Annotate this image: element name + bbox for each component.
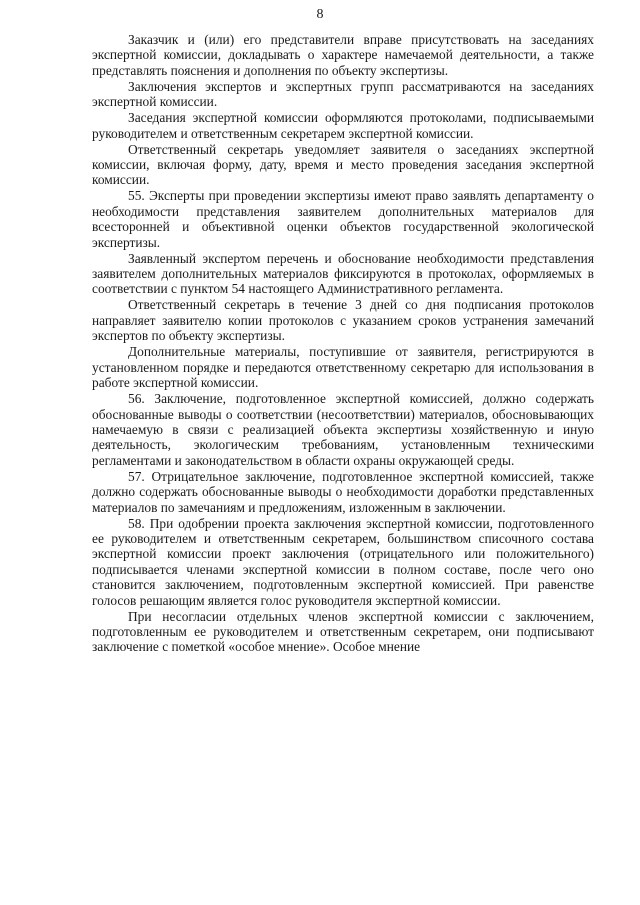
paragraph-secretary-notification: Ответственный секретарь уведомляет заявителя о заседаниях экспертной комиссии, включая форму, дату, время и место проведения заседания экспертной комиссии. <box>92 141 594 188</box>
paragraph-item-57: 57. Отрицательное заключение, подготовленное экспертной комиссией, также должно содержать обоснованные выводы о необходимости доработки представленных материалов по замечаниям и предложениям, изложенным в заключении. <box>92 468 594 515</box>
paragraph-expert-conclusions: Заключения экспертов и экспертных групп рассматриваются на заседаниях экспертной комиссии. <box>92 78 594 110</box>
page-number: 8 <box>316 7 324 22</box>
paragraph-item-56: 56. Заключение, подготовленное экспертной комиссией, должно содержать обоснованные выводы о соответствии (несоответствии) материалов, обосновывающих намечаемую в связи с реализацией объекта экспертизы хозяйственную и иную деятельность, экологическим требованиям, установленным техническими регламентами и законодательством в области охраны окружающей среды. <box>92 391 594 468</box>
paragraph-item-58: 58. При одобрении проекта заключения экспертной комиссии, подготовленного ее руководителем и ответственным секретарем, большинством списочного состава экспертной комиссии проект заключения (отрицательного или положительного) подписывается членами экспертной комиссии в полном составе, после чего оно становится заключением, подготовленным экспертной комиссией. При равенстве голосов решающим является голос руководителя экспертной комиссии. <box>92 515 594 608</box>
paragraph-item-55: 55. Эксперты при проведении экспертизы имеют право заявлять департаменту о необходимости представления заявителем дополнительных материалов для всесторонней и объективной оценки объектов государственной экологической экспертизы. <box>92 188 594 250</box>
paragraph-protocol-copies: Ответственный секретарь в течение 3 дней со дня подписания протоколов направляет заявителю копии протоколов с указанием сроков устранения замечаний экспертов по объекту экспертизы. <box>92 297 594 344</box>
paragraph-declared-list: Заявленный экспертом перечень и обоснование необходимости представления заявителем дополнительных материалов фиксируются в протоколах, оформляемых в соответствии с пунктом 54 настоящего Административного регламента. <box>92 250 594 297</box>
paragraph-additional-materials: Дополнительные материалы, поступившие от заявителя, регистрируются в установленном порядке и передаются ответственному секретарю для использования в работе экспертной комиссии. <box>92 344 594 391</box>
document-body <box>92 32 594 655</box>
paragraph-customer-rights: Заказчик и (или) его представители вправе присутствовать на заседаниях экспертной комиссии, докладывать о характере намечаемой деятельности, а также представлять пояснения и дополнения по объекту экспертизы. <box>92 32 594 78</box>
paragraph-dissenting-opinion: При несогласии отдельных членов экспертной комиссии с заключением, подготовленным ее руководителем и ответственным секретарем, они подписывают заключение с пометкой «особое мнение». Особое мнение <box>92 608 594 655</box>
paragraph-meetings-protocols: Заседания экспертной комиссии оформляются протоколами, подписываемыми руководителем и ответственным секретарем экспертной комиссии. <box>92 110 594 141</box>
